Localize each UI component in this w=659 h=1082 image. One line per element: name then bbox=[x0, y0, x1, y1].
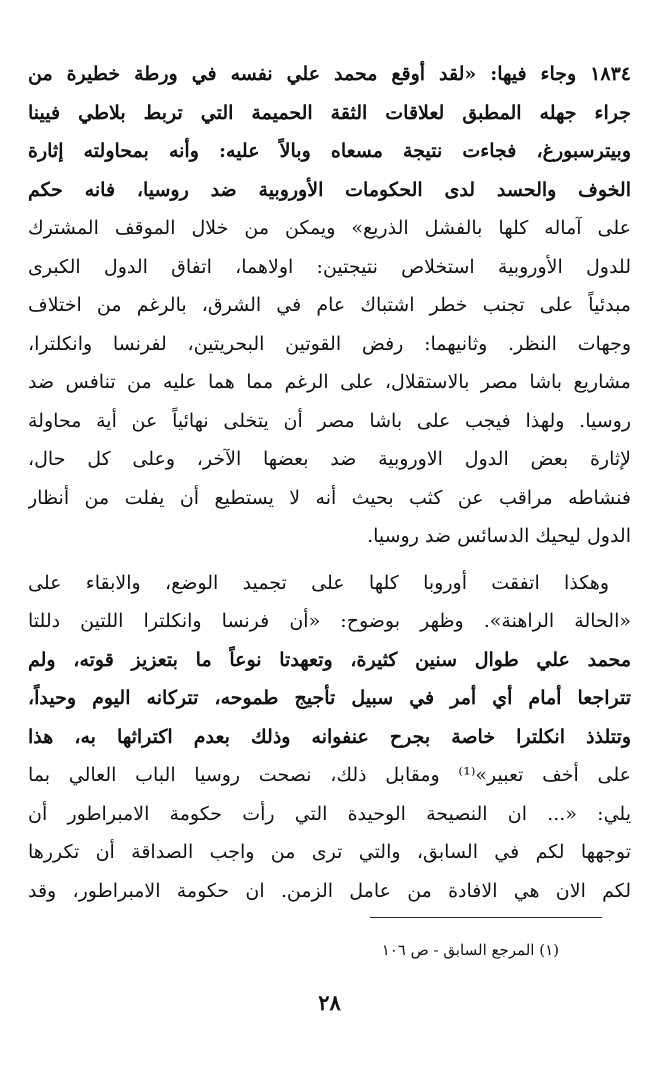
text-line: مبدئياً على تجنب خطر اشتباك عام في الشرق، بالرغم من اختلاف bbox=[28, 294, 631, 316]
paragraph-1 bbox=[28, 55, 631, 556]
text-line: على آماله كلها بالفشل الذريع» ويمكن من خلال الموقف المشترك bbox=[28, 217, 631, 239]
text-line: لإثارة بعض الدول الاوروبية ضد بعضها الآخر، وعلى كل حال، bbox=[28, 448, 631, 470]
text-line: الدول ليحيك الدسائس ضد روسيا. bbox=[367, 525, 631, 547]
text-line: ١٨٣٤ وجاء فيها: «لقد أوقع محمد علي نفسه في ورطة خطيرة من bbox=[28, 63, 631, 85]
text-line: فنشاطه مراقب عن كثب بحيث أنه لا يستطيع أن يفلت من أنظار bbox=[28, 486, 631, 509]
text-line: وتتلذذ انكلترا خاصة بجرح عنفوانه وذلك بعدم اكتراثها به، هذا bbox=[28, 725, 631, 748]
text-line: وجهات النظر. وثانيهما: رفض القوتين البحريتين، لفرنسا وانكلترا، bbox=[28, 332, 631, 355]
text-line: لكم الان هي الافادة من عامل الزمن. ان حكومة الامبراطور، وقد bbox=[28, 879, 631, 902]
text-line: مشاريع باشا مصر بالاستقلال، على الرغم مما هما عليه من تنافس ضد bbox=[28, 371, 631, 393]
text-line: جراء جهله المطبق لعلاقات الثقة الحميمة التي تربط بلاطي فيينا bbox=[28, 101, 631, 124]
text-line: تتراجعا أمام أي أمر في سبيل تأجيج طموحه، تتركانه اليوم وحيداً، bbox=[28, 687, 631, 709]
text-line: الخوف والحسد لدى الحكومات الأوروبية ضد روسيا، فانه حكم bbox=[28, 178, 631, 201]
body-text bbox=[28, 55, 631, 910]
paragraph-gap bbox=[28, 556, 631, 564]
text-line: «الحالة الراهنة». وظهر بوضوح: «أن فرنسا وانكلترا اللتين دللتا bbox=[28, 610, 631, 632]
footnote: (١) المرجع السابق - ص ١٠٦ bbox=[381, 941, 559, 959]
text-line: وهكذا اتفقت أوروبا كلها على تجميد الوضع، والابقاء على bbox=[28, 571, 609, 594]
text-line: على أخف تعبير»⁽¹⁾ ومقابل ذلك، نصحت روسيا الباب العالي بما bbox=[28, 764, 631, 786]
text-line: للدول الأوروبية استخلاص نتيجتين: اولاهما، اتفاق الدول الكبرى bbox=[28, 255, 631, 278]
text-line: محمد علي طوال سنين كثيرة، وتعهدتا نوعاً ما بتعزيز قوته، ولم bbox=[28, 648, 631, 671]
text-line: يلي: «... ان النصيحة الوحيدة التي رأت حكومة الامبراطور أن bbox=[28, 802, 631, 825]
footnote-divider bbox=[370, 917, 602, 918]
page-number: ٢٨ bbox=[318, 990, 341, 1015]
text-line: وبيترسبورغ، فجاءت نتيجة مسعاه وبالاً عليه: وأنه بمحاولته إثارة bbox=[28, 140, 631, 162]
text-line: روسيا. ولهذا فيجب على باشا مصر أن يتخلى نهائياً عن أية محاولة bbox=[28, 409, 631, 432]
paragraph-2 bbox=[28, 564, 631, 911]
text-line: توجهها لكم في السابق، والتي ترى من واجب الصداقة أن تكررها bbox=[28, 841, 631, 863]
